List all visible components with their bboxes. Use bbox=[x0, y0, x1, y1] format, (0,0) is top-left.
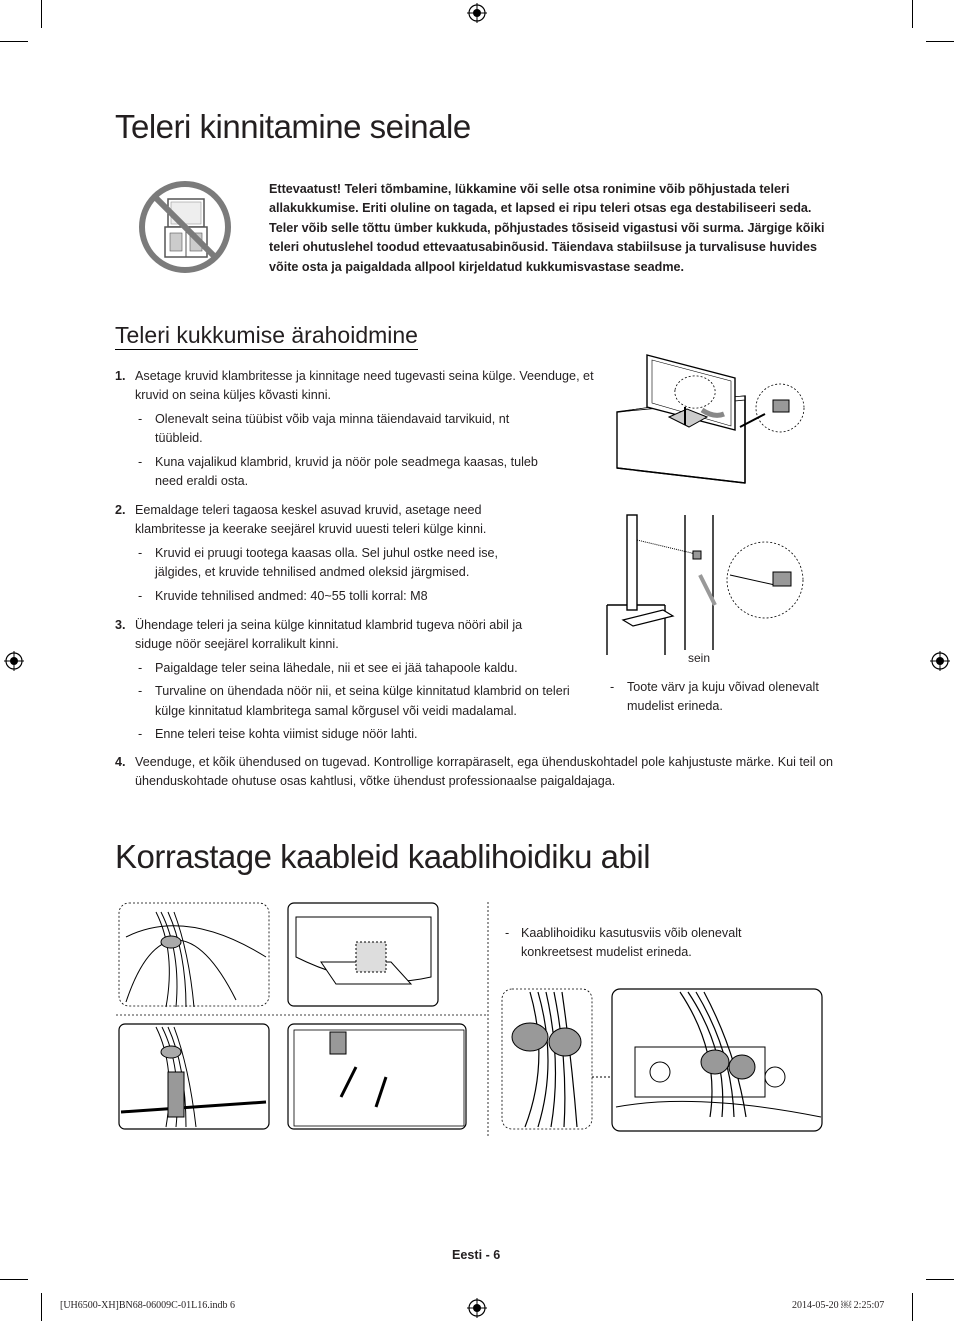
section-title: Teleri kukkumise ärahoidmine bbox=[115, 322, 418, 348]
registration-mark-icon bbox=[467, 1298, 487, 1318]
warning-text: Ettevaatust! Teleri tõmbamine, lükkamine või selle otsa ronimine võib põhjustada teleri allakukkumise. Eriti oluline on tagada, et lapsed ei ripu teleri otsas ega destabiliseeri seda. Teler võib selle tõttu ümber kukkuda, põhjustades tõsiseid vigastusi või surma. Järgige kõiki teleri ohutuslehel toodud ettevaatusabinõusid. Täiendava stabiilsuse ja turvalisuse huvides võite osta ja paigaldada allpool kirjeldatud kukkumisvastase seadme. bbox=[269, 182, 825, 274]
page-number: Eesti - 6 bbox=[452, 1248, 501, 1262]
step-note: - Turvaline on ühendada nöör nii, et seina külge kinnitatud klambrid on teleri külge kinnitatud klambritega samal kõrgusel või veidi madalamal. bbox=[138, 684, 570, 718]
wall-label: sein bbox=[688, 651, 711, 665]
crop-mark bbox=[912, 0, 913, 28]
crop-mark bbox=[0, 1279, 28, 1280]
registration-mark-icon bbox=[930, 651, 950, 671]
crop-mark bbox=[41, 1293, 42, 1321]
step-note: - Kruvide tehnilised andmed: 40~55 tolli korral: M8 bbox=[138, 588, 428, 603]
step-3: 3. Ühendage teleri ja seina külge kinnitatud klambrid tugeva nööri abil ja siduge nöör seejärel korralikult kinni. - Paigaldage teler seina lähedale, nii et see ei jää tahapoole kaldu. - Turvaline on ühendada nöör nii, et seina külge kinnitatud klambrid on teleri külge kinnitatud klambritega samal kõrgusel või veidi madalamal. - Enne teleri teise kohta viimist siduge nöör lahti. bbox=[115, 616, 595, 744]
step-1: 1. Asetage kruvid klambritesse ja kinnitage need tugevasti seina külge. Veenduge, et kruvid on seina küljes kõvasti kinni. - Olenevalt seina tüübist võib vaja minna täiendavaid tarvikuid, nt tüübleid. - Kuna vajalikud klambrid, kruvid ja nöör pole seadmega kaasas, tuleb need eraldi osta. bbox=[115, 367, 595, 491]
footer-filename: [UH6500-XH]BN68-06009C-01L16.indb 6 bbox=[60, 1300, 235, 1311]
crop-mark bbox=[926, 1279, 954, 1280]
footer-timestamp: 2014-05-20 ￼ 2:25:07 bbox=[792, 1300, 885, 1311]
step-note: - Kuna vajalikud klambrid, kruvid ja nöör pole seadmega kaasas, tuleb need eraldi osta. bbox=[138, 454, 538, 489]
page-title: Teleri kinnitamine seinale bbox=[115, 108, 471, 145]
step-4: 4. Veenduge, et kõik ühendused on tugevad. Kontrollige korrapäraselt, ega ühenduskohtadel pole kahjustuste märke. Kui teil on ühenduskohtade ohutuse osas kahtlusi, võtke ühendust professionaalse paigaldajaga. bbox=[115, 755, 834, 789]
step-note: - Paigaldage teler seina lähedale, nii et see ei jää tahapoole kaldu. bbox=[138, 660, 518, 675]
cable-section-title: Korrastage kaableid kaablihoidiku abil bbox=[115, 838, 651, 875]
step-2: 2. Eemaldage teleri tagaosa keskel asuvad kruvid, asetage need klambritesse ja keerake seejärel kruvid uuesti teleri külge kinni. - Kruvid ei pruugi tootega kaasas olla. Sel juhul ostke need ise, jälgides, et kruvide tehnilised andmed oleksid järgmised. - Kruvide tehnilised andmed: 40~55 tolli korral: M8 bbox=[115, 501, 595, 606]
crop-mark bbox=[0, 41, 28, 42]
registration-mark-icon bbox=[467, 3, 487, 23]
crop-mark bbox=[926, 41, 954, 42]
cable-holder-closeup-illustration bbox=[500, 987, 830, 1137]
model-note: - Toote värv ja kuju võivad olenevalt mudelist erineda. bbox=[610, 680, 819, 714]
step-note: - Olenevalt seina tüübist võib vaja minna täiendavaid tarvikuid, nt tüübleid. bbox=[138, 411, 510, 446]
registration-mark-icon bbox=[4, 651, 24, 671]
step-note: - Enne teleri teise kohta viimist siduge nöör lahti. bbox=[138, 727, 418, 742]
crop-mark bbox=[912, 1293, 913, 1321]
no-climbing-warning-icon bbox=[138, 181, 232, 273]
cable-note: - Kaablihoidiku kasutusviis võib olenevalt konkreetsest mudelist erineda. bbox=[505, 926, 742, 960]
tv-wall-illustration bbox=[605, 510, 805, 660]
tv-bracket-illustration bbox=[605, 350, 805, 500]
step-note: - Kruvid ei pruugi tootega kaasas olla. Sel juhul ostke need ise, jälgides, et kruvide tehnilised andmed oleksid järgmised. bbox=[138, 545, 499, 580]
cable-holder-illustrations bbox=[116, 902, 491, 1137]
crop-mark bbox=[41, 0, 42, 28]
